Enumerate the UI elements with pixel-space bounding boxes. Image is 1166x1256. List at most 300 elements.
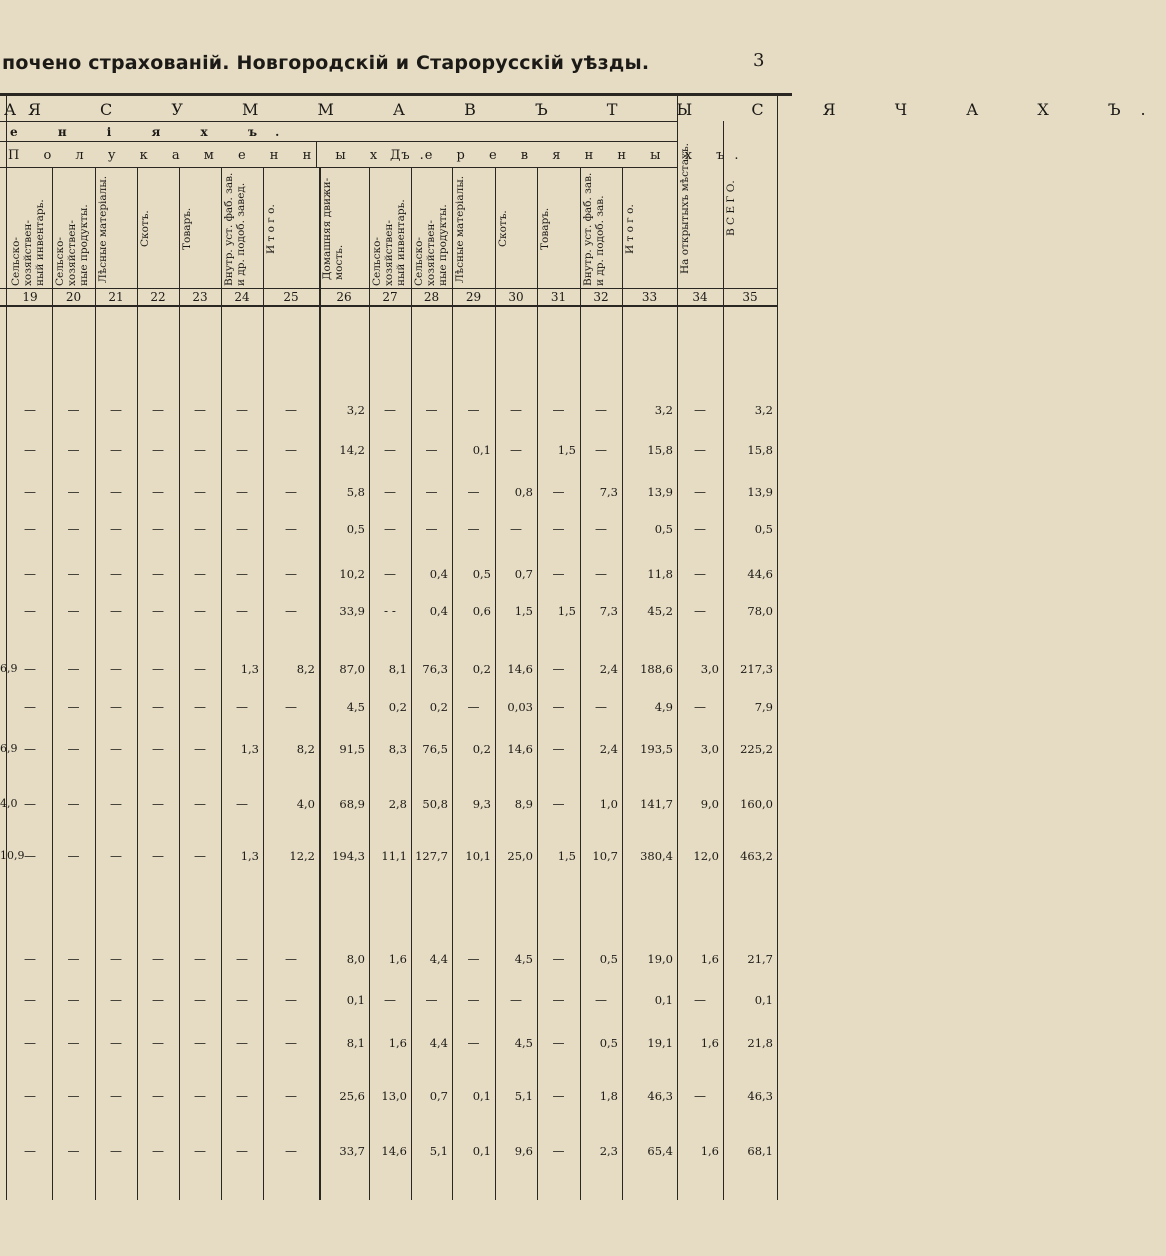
table-cell: 0,8 [514,485,533,499]
table-cell: — [552,485,565,499]
column-number-27: 27 [382,290,398,304]
table-cell: — [110,604,122,618]
table-cell: — [194,567,206,581]
table-cell: — [467,952,480,966]
table-cell: — [425,993,438,1007]
table-cell: — [194,849,206,863]
table-cell: — [67,443,80,457]
table-cell: 1,5 [557,849,576,863]
table-cell: 8,2 [296,742,315,756]
table-cell: — [425,485,438,499]
table-cell: — [595,700,607,714]
table-cell: 7,3 [599,604,618,618]
header-rule-subband [0,141,677,142]
table-cell: — [694,443,706,457]
table-cell: 1,6 [700,952,719,966]
table-cell: 9,3 [472,797,491,811]
table-cell: — [67,604,80,618]
table-cell: — [152,485,164,499]
row-edge-value: 6,9 [0,662,18,675]
table-cell: — [694,993,706,1007]
table-cell: 0,5 [599,1036,618,1050]
table-cell: 127,7 [415,849,448,863]
table-cell: — [152,1089,164,1103]
table-cell: — [194,1036,206,1050]
table-cell: 0,5 [346,522,365,536]
header-rule-band [0,121,677,122]
table-cell: — [24,849,36,863]
table-cell: 3,0 [700,742,719,756]
table-cell: 14,6 [507,662,533,676]
column-header-25: И т о г о. [265,204,277,254]
table-cell: — [236,485,248,499]
table-cell: 10,1 [465,849,491,863]
table-cell: 8,3 [388,742,407,756]
table-cell: 12,2 [289,849,315,863]
table-cell: 1,5 [514,604,533,618]
group-derevyannykh: Д е р е в я н н ы х ъ. [390,148,749,163]
table-cell: — [552,1144,565,1158]
table-cell: — [285,993,297,1007]
column-header-27: Сельско-хозяйствен- ный инвентарь. [371,199,407,286]
column-header-33: И т о г о. [624,204,636,254]
table-cell: 0,2 [388,700,407,714]
table-cell: — [67,742,80,756]
table-cell: — [67,485,80,499]
table-cell: — [24,797,36,811]
table-cell: 0,5 [654,522,673,536]
table-cell: 3,2 [346,403,365,417]
band-title: Я С У М М А В Ъ Т Ы С Я Ч А Х Ъ. [28,100,1166,119]
table-cell: — [552,522,565,536]
table-cell: — [285,522,297,536]
table-cell: — [552,742,565,756]
table-cell: — [24,443,36,457]
table-cell: 21,7 [747,952,773,966]
table-cell: 0,1 [754,993,773,1007]
table-cell: — [67,403,80,417]
table-cell: — [552,1036,565,1050]
table-cell: 8,9 [514,797,533,811]
table-cell: — [236,567,248,581]
table-cell: — [24,662,36,676]
table-cell: 0,03 [507,700,533,714]
column-number-28: 28 [423,290,440,304]
table-cell: 0,1 [472,1144,491,1158]
column-number-32: 32 [593,290,609,304]
table-cell: — [24,1036,36,1050]
table-cell: 65,4 [647,1144,673,1158]
table-cell: 1,3 [240,849,259,863]
table-cell: — [552,993,565,1007]
table-cell: 7,9 [754,700,773,714]
table-cell: — [152,952,164,966]
table-cell: — [285,443,297,457]
column-header-30: Скотъ. [497,210,509,248]
table-cell: — [285,1089,297,1103]
column-rule [777,95,778,1200]
table-cell: 14,6 [507,742,533,756]
table-cell: 76,5 [422,742,448,756]
table-cell: 4,5 [514,1036,533,1050]
column-number-31: 31 [550,290,567,304]
table-cell: — [152,700,164,714]
table-cell: 25,0 [507,849,533,863]
table-cell: 4,9 [654,700,673,714]
table-cell: — [67,700,80,714]
table-cell: 19,0 [647,952,673,966]
table-cell: — [194,443,206,457]
row-edge-value: 10,9 [0,849,25,862]
page-number: 3 [753,50,765,71]
table-cell: 217,3 [740,662,773,676]
table-cell: — [552,952,565,966]
table-cell: — [194,952,206,966]
column-number-20: 20 [65,290,82,304]
table-cell: 8,0 [346,952,365,966]
table-cell: 0,4 [429,567,448,581]
table-cell: 0,6 [472,604,491,618]
table-cell: — [384,993,396,1007]
table-cell: — [152,443,164,457]
table-cell: 1,0 [599,797,618,811]
table-cell: 188,6 [640,662,673,676]
band-left-fragment: А [4,100,19,119]
column-number-21: 21 [108,290,124,304]
column-number-34: 34 [692,290,708,304]
table-cell: — [110,443,122,457]
table-cell: 0,1 [654,993,673,1007]
table-cell: — [110,662,122,676]
table-cell: — [595,567,607,581]
table-cell: — [694,604,706,618]
table-cell: — [110,1036,122,1050]
table-cell: — [194,700,206,714]
table-cell: — [510,443,522,457]
table-cell: — [67,1089,80,1103]
table-cell: — [24,952,36,966]
column-number-35: 35 [742,290,758,304]
table-cell: — [694,485,706,499]
table-cell: — [467,403,480,417]
table-cell: — [194,993,206,1007]
table-cell: — [194,662,206,676]
row-edge-value: 4,0 [0,797,18,810]
table-cell: — [694,567,706,581]
table-cell: — [67,1036,80,1050]
column-number-19: 19 [22,290,38,304]
table-cell: 4,4 [429,952,448,966]
column-number-30: 30 [508,290,524,304]
table-cell: 10,7 [592,849,618,863]
table-cell: — [510,403,522,417]
table-cell: — [194,604,206,618]
table-cell: 8,1 [388,662,407,676]
table-cell: — [285,403,297,417]
table-cell: 194,3 [332,849,365,863]
table-cell: — [694,700,706,714]
table-cell: — [110,1144,122,1158]
table-cell: — [510,522,522,536]
column-number-22: 22 [150,290,166,304]
table-cell: — [67,797,80,811]
table-cell: 25,6 [339,1089,365,1103]
table-cell: 2,8 [388,797,407,811]
table-cell: — [384,443,396,457]
table-cell: — [595,403,607,417]
table-cell: — [236,952,248,966]
table-cell: — [425,403,438,417]
table-cell: — [194,485,206,499]
table-cell: — [595,993,607,1007]
table-cell: — [110,485,122,499]
table-cell: 14,2 [339,443,365,457]
table-cell: — [152,662,164,676]
table-cell: — [194,742,206,756]
table-cell: 0,1 [346,993,365,1007]
table-cell: 2,4 [599,662,618,676]
table-cell: — [694,403,706,417]
table-cell: — [595,522,607,536]
table-cell: 9,6 [514,1144,533,1158]
table-cell: — [110,993,122,1007]
table-cell: 463,2 [740,849,773,863]
table-cell: — [110,700,122,714]
table-cell: — [152,403,164,417]
table-cell: 0,5 [472,567,491,581]
table-cell: — [425,522,438,536]
table-cell: 0,2 [472,662,491,676]
table-cell: — [236,993,248,1007]
table-cell: 0,2 [472,742,491,756]
table-cell: 4,5 [514,952,533,966]
table-cell: — [67,522,80,536]
table-cell: 225,2 [740,742,773,756]
table-cell: — [110,849,122,863]
table-cell: 1,5 [557,604,576,618]
column-number-26: 26 [336,290,352,304]
table-cell: — [285,485,297,499]
table-cell: 21,8 [747,1036,773,1050]
table-cell: — [595,443,607,457]
table-cell: 0,1 [472,443,491,457]
column-header-31: Товаръ. [539,207,551,251]
table-cell: 9,0 [700,797,719,811]
table-cell: — [467,993,480,1007]
table-cell: 0,5 [599,952,618,966]
column-header-29: Лѣсные матеріалы. [454,175,466,283]
column-header-23: Товаръ. [181,207,193,251]
page-title: почено страхованій. Новгородскій и Старорусскій уѣзды. [2,52,650,74]
table-cell: 8,1 [346,1036,365,1050]
table-cell: 4,0 [296,797,315,811]
table-cell: — [194,797,206,811]
table-cell: — [110,567,122,581]
column-header-21: Лѣсные матеріалы. [97,175,109,283]
column-header-34: На открытыхъ мѣстахъ. [679,142,691,274]
table-cell: — [110,522,122,536]
table-cell: — [152,797,164,811]
table-cell: 5,1 [514,1089,533,1103]
table-cell: — [552,567,565,581]
table-cell: 3,2 [754,403,773,417]
table-edge-left [6,95,7,1200]
table-cell: 4,5 [346,700,365,714]
table-cell: 5,8 [346,485,365,499]
table-cell: 33,7 [339,1144,365,1158]
table-cell: 10,2 [339,567,365,581]
table-cell: 4,4 [429,1036,448,1050]
table-cell: — [285,1036,297,1050]
table-cell: — [24,1144,36,1158]
table-cell: — [236,443,248,457]
table-cell: 160,0 [740,797,773,811]
table-cell: — [152,604,164,618]
column-header-19: Сельско-хозяйствен- ный инвентарь. [10,199,46,286]
table-cell: 78,0 [747,604,773,618]
table-cell: — [152,849,164,863]
table-cell: — [67,849,80,863]
table-cell: 1,6 [388,1036,407,1050]
table-cell: 0,5 [754,522,773,536]
table-cell: — [694,1089,706,1103]
table-cell: — [24,567,36,581]
table-cell: — [236,1144,248,1158]
table-cell: — [24,700,36,714]
table-cell: — [24,485,36,499]
column-number-23: 23 [192,290,208,304]
table-cell: 12,0 [693,849,719,863]
table-cell: 1,6 [700,1144,719,1158]
table-cell: 91,5 [339,742,365,756]
column-header-35: В С Е Г О. [725,180,737,236]
column-number-33: 33 [641,290,658,304]
table-cell: — [467,700,480,714]
table-cell: — [467,522,480,536]
table-cell: 19,1 [647,1036,673,1050]
table-cell: 0,1 [472,1089,491,1103]
table-cell: — [425,443,438,457]
header-rule-groups [0,167,677,168]
row-edge-value: 6,9 [0,742,18,755]
column-header-32: Внутр. уст. фаб. зав. и др. подоб. зав. [582,172,606,286]
table-cell: — [110,742,122,756]
table-cell: 2,3 [599,1144,618,1158]
table-cell: — [152,742,164,756]
table-cell: — [384,522,396,536]
table-cell: — [552,1089,565,1103]
table-cell: — [152,1036,164,1050]
table-cell: — [552,662,565,676]
table-cell: — [67,952,80,966]
header-rule-thick [0,93,792,96]
column-number-24: 24 [234,290,250,304]
table-cell: — [552,700,565,714]
table-cell: 45,2 [647,604,673,618]
table-cell: 87,0 [339,662,365,676]
table-cell: — [236,522,248,536]
table-cell: — [552,797,565,811]
table-cell: — [467,1036,480,1050]
table-cell: — [384,567,396,581]
table-cell: — [194,403,206,417]
table-cell: 15,8 [747,443,773,457]
table-cell: 8,2 [296,662,315,676]
table-cell: — [152,522,164,536]
table-cell: — [152,1144,164,1158]
table-cell: 76,3 [422,662,448,676]
table-cell: — [510,993,522,1007]
table-cell: 14,6 [381,1144,407,1158]
table-cell: — [67,567,80,581]
table-cell: 3,0 [700,662,719,676]
table-cell: 193,5 [640,742,673,756]
table-cell: — [194,522,206,536]
table-cell: — [285,604,297,618]
table-cell: — [152,567,164,581]
table-cell: 13,0 [381,1089,407,1103]
table-cell: 380,4 [640,849,673,863]
table-cell: — [24,522,36,536]
column-number-29: 29 [465,290,482,304]
table-cell: 1,3 [240,742,259,756]
table-cell: 50,8 [422,797,448,811]
table-cell: — [467,485,480,499]
table-cell: — [194,1144,206,1158]
table-cell: 33,9 [339,604,365,618]
table-cell: 0,7 [429,1089,448,1103]
table-cell: — [110,797,122,811]
table-cell: 46,3 [747,1089,773,1103]
table-cell: - - [384,604,396,618]
table-cell: 13,9 [647,485,673,499]
table-cell: — [24,1089,36,1103]
table-cell: — [285,567,297,581]
table-cell: — [236,700,248,714]
table-cell: — [236,1036,248,1050]
table-cell: 2,4 [599,742,618,756]
table-cell: — [384,485,396,499]
table-cell: — [694,522,706,536]
table-cell: 46,3 [647,1089,673,1103]
table-cell: 44,6 [747,567,773,581]
table-cell: 3,2 [654,403,673,417]
table-cell: 68,9 [339,797,365,811]
column-header-20: Сельско-хозяйствен- ные продукты. [54,204,90,286]
table-cell: — [236,1089,248,1103]
sub-band-title: е н і я х ъ. [10,125,298,139]
table-cell: — [67,993,80,1007]
table-cell: 15,8 [647,443,673,457]
table-cell: 1,6 [700,1036,719,1050]
table-cell: — [194,1089,206,1103]
column-header-24: Внутр. уст. фаб. зав. и др. подоб. завед. [223,172,247,286]
table-cell: — [24,403,36,417]
table-cell: — [110,1089,122,1103]
table-cell: — [110,403,122,417]
table-cell: — [236,797,248,811]
table-cell: — [24,604,36,618]
table-cell: 1,8 [599,1089,618,1103]
table-cell: 7,3 [599,485,618,499]
table-cell: 1,6 [388,952,407,966]
table-cell: 0,2 [429,700,448,714]
table-cell: — [67,1144,80,1158]
table-cell: — [285,1144,297,1158]
column-header-26: Домашняя движи- мость. [321,177,345,281]
table-cell: 11,8 [647,567,673,581]
column-header-28: Сельско-хозяйствен- ные продукты. [413,204,449,286]
